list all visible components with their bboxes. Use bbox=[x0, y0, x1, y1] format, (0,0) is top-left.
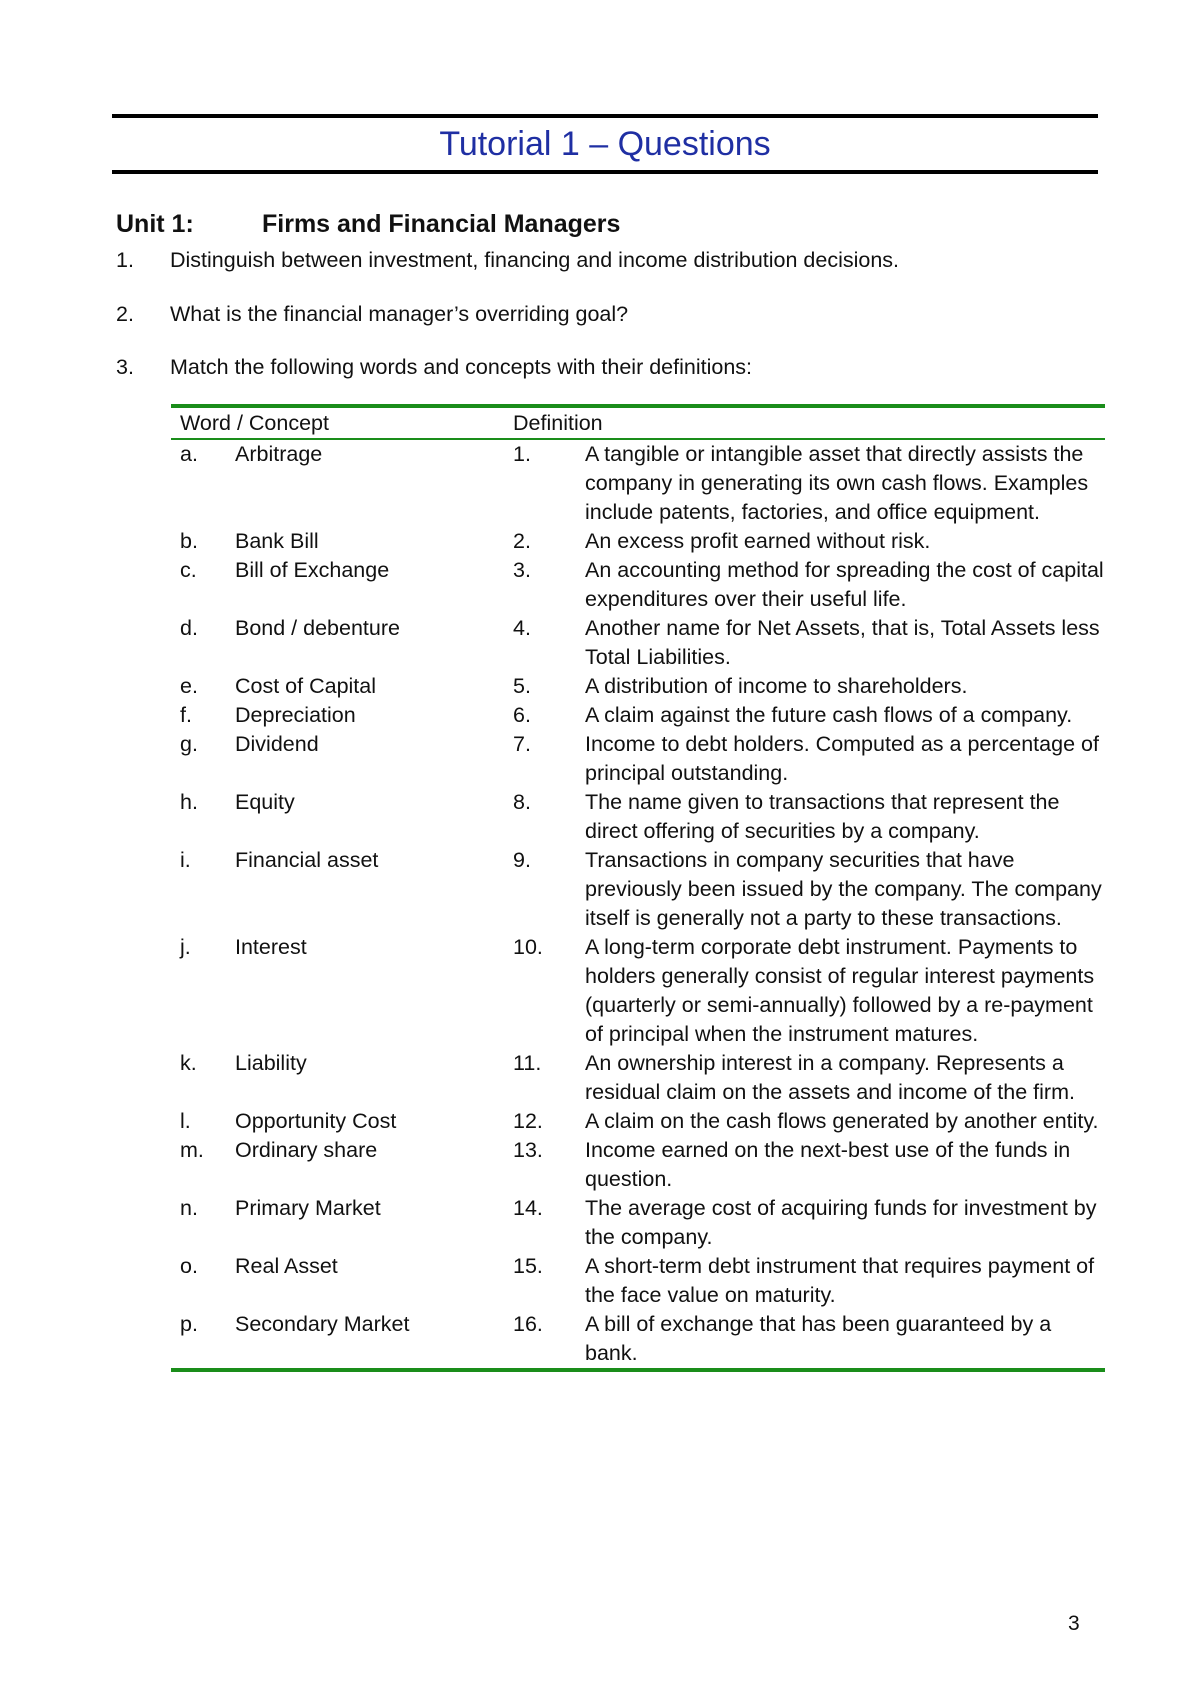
row-word: Secondary Market bbox=[235, 1312, 410, 1336]
table-row bbox=[171, 556, 1105, 614]
row-word: Depreciation bbox=[235, 703, 356, 727]
row-number: 5. bbox=[513, 674, 531, 698]
row-letter: e. bbox=[180, 674, 198, 698]
table-row bbox=[171, 527, 1105, 556]
row-word: Dividend bbox=[235, 732, 319, 756]
row-number: 2. bbox=[513, 529, 531, 553]
row-letter: i. bbox=[180, 848, 191, 872]
question-number: 1. bbox=[116, 248, 134, 272]
row-letter: o. bbox=[180, 1254, 198, 1278]
row-definition: A distribution of income to shareholders. bbox=[585, 674, 968, 698]
table-row bbox=[171, 933, 1105, 1049]
row-definition: An accounting method for spreading the cost of capital expenditures over their useful life. bbox=[585, 558, 1104, 611]
row-definition: Transactions in company securities that have previously been issued by the company. The company itself is generally not a party to these transactions. bbox=[585, 848, 1102, 930]
row-number: 16. bbox=[513, 1312, 543, 1336]
table-row bbox=[171, 1136, 1105, 1194]
row-definition: A claim against the future cash flows of a company. bbox=[585, 703, 1073, 727]
row-letter: c. bbox=[180, 558, 197, 582]
row-letter: h. bbox=[180, 790, 198, 814]
row-word: Interest bbox=[235, 935, 307, 959]
row-definition: Income earned on the next-best use of the funds in question. bbox=[585, 1138, 1071, 1191]
row-number: 4. bbox=[513, 616, 531, 640]
unit-number: Unit 1: bbox=[116, 210, 194, 238]
row-definition: The name given to transactions that represent the direct offering of securities by a company. bbox=[585, 790, 1060, 843]
row-definition: An excess profit earned without risk. bbox=[585, 529, 931, 553]
row-definition: The average cost of acquiring funds for investment by the company. bbox=[585, 1196, 1097, 1249]
row-word: Primary Market bbox=[235, 1196, 381, 1220]
question-3 bbox=[116, 355, 752, 380]
question-number: 3. bbox=[116, 355, 134, 379]
row-letter: p. bbox=[180, 1312, 198, 1336]
row-word: Equity bbox=[235, 790, 295, 814]
row-definition: Income to debt holders. Computed as a percentage of principal outstanding. bbox=[585, 732, 1099, 785]
row-definition: A tangible or intangible asset that directly assists the company in generating its own cash flows. Examples include patents, factories, and office equipment. bbox=[585, 442, 1089, 524]
question-1 bbox=[116, 248, 899, 273]
table-row bbox=[171, 788, 1105, 846]
row-number: 14. bbox=[513, 1196, 543, 1220]
table-body bbox=[171, 439, 1105, 1370]
row-number: 15. bbox=[513, 1254, 543, 1278]
row-letter: j. bbox=[180, 935, 191, 959]
question-2 bbox=[116, 302, 628, 327]
unit-heading bbox=[116, 210, 620, 239]
row-word: Cost of Capital bbox=[235, 674, 377, 698]
row-letter: g. bbox=[180, 732, 198, 756]
row-number: 8. bbox=[513, 790, 531, 814]
table-row bbox=[171, 701, 1105, 730]
row-word: Bank Bill bbox=[235, 529, 319, 553]
row-number: 11. bbox=[513, 1051, 542, 1075]
row-number: 7. bbox=[513, 732, 531, 756]
question-number: 2. bbox=[116, 302, 134, 326]
row-definition: A claim on the cash flows generated by another entity. bbox=[585, 1109, 1099, 1133]
table-row bbox=[171, 672, 1105, 701]
row-number: 3. bbox=[513, 558, 531, 582]
question-text: Distinguish between investment, financing and income distribution decisions. bbox=[170, 248, 900, 272]
row-definition: A short-term debt instrument that requires payment of the face value on maturity. bbox=[585, 1254, 1095, 1307]
table-row bbox=[171, 730, 1105, 788]
row-word: Opportunity Cost bbox=[235, 1109, 397, 1133]
row-number: 13. bbox=[513, 1138, 543, 1162]
row-number: 9. bbox=[513, 848, 531, 872]
row-letter: k. bbox=[180, 1051, 197, 1075]
table-row bbox=[171, 846, 1105, 933]
row-letter: n. bbox=[180, 1196, 198, 1220]
table-header-row bbox=[171, 406, 1105, 439]
row-word: Ordinary share bbox=[235, 1138, 378, 1162]
row-letter: d. bbox=[180, 616, 198, 640]
row-definition: An ownership interest in a company. Represents a residual claim on the assets and income of the firm. bbox=[585, 1051, 1075, 1104]
table-row bbox=[171, 1194, 1105, 1252]
table-row bbox=[171, 614, 1105, 672]
row-word: Bond / debenture bbox=[235, 616, 400, 640]
row-number: 1. bbox=[513, 442, 531, 466]
page-title: Tutorial 1 – Questions bbox=[439, 124, 771, 163]
unit-title: Firms and Financial Managers bbox=[262, 210, 621, 238]
row-letter: l. bbox=[180, 1109, 191, 1133]
row-definition: A bill of exchange that has been guaranteed by a bank. bbox=[585, 1312, 1052, 1365]
table-row bbox=[171, 1107, 1105, 1136]
header-word-concept: Word / Concept bbox=[171, 406, 513, 439]
page-number: 3 bbox=[1068, 1612, 1080, 1635]
row-definition: Another name for Net Assets, that is, Total Assets less Total Liabilities. bbox=[585, 616, 1100, 669]
row-word: Bill of Exchange bbox=[235, 558, 390, 582]
row-word: Liability bbox=[235, 1051, 307, 1075]
table-row bbox=[171, 1252, 1105, 1310]
row-letter: b. bbox=[180, 529, 198, 553]
row-letter: a. bbox=[180, 442, 198, 466]
question-text: Match the following words and concepts with their definitions: bbox=[170, 355, 753, 379]
table-row bbox=[171, 1049, 1105, 1107]
matching-table bbox=[171, 404, 1105, 1372]
row-word: Financial asset bbox=[235, 848, 379, 872]
row-letter: f. bbox=[180, 703, 192, 727]
row-word: Arbitrage bbox=[235, 442, 323, 466]
row-definition: A long-term corporate debt instrument. Payments to holders generally consist of regular interest payments (quarterly or semi-annually) followed by a re-payment of principal when the instrument matures. bbox=[585, 935, 1095, 1046]
table-row bbox=[171, 439, 1105, 527]
table-row bbox=[171, 1310, 1105, 1370]
row-letter: m. bbox=[180, 1138, 204, 1162]
row-word: Real Asset bbox=[235, 1254, 338, 1278]
row-number: 12. bbox=[513, 1109, 543, 1133]
row-number: 6. bbox=[513, 703, 531, 727]
title-block bbox=[112, 114, 1098, 174]
row-number: 10. bbox=[513, 935, 543, 959]
question-text: What is the financial manager’s overriding goal? bbox=[170, 302, 629, 326]
header-definition: Definition bbox=[513, 406, 1105, 439]
